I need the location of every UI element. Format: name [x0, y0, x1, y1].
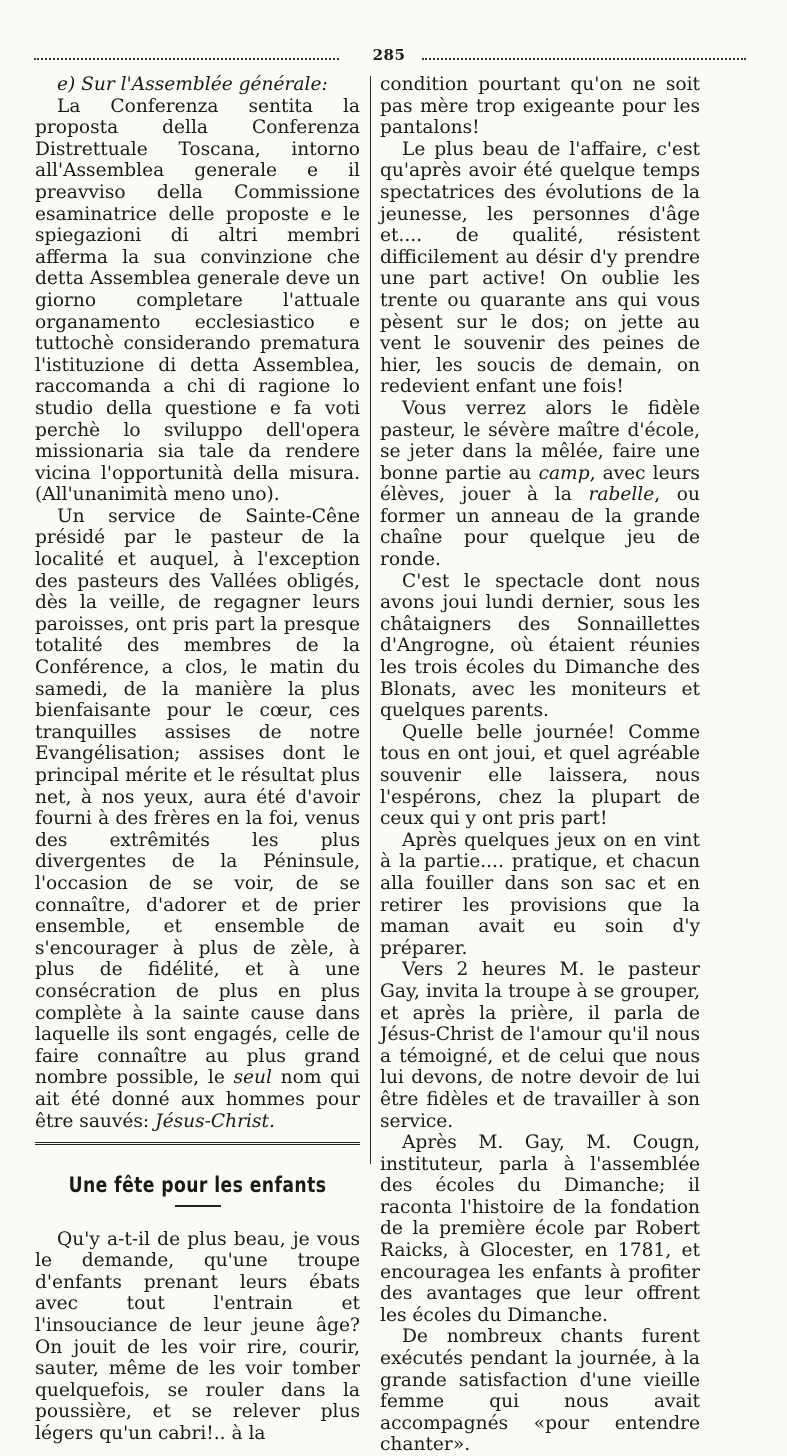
paragraph-jeux: Après quelques jeux on en vint à la partie.... pratique, et chacun alla fouiller dans son sac et en retirer les provisions que la maman avait eu soin d'y préparer. — [380, 829, 700, 959]
paragraph-text: nom qui ait été donné aux hommes pour être sauvés: — [35, 1067, 360, 1132]
page-header — [34, 44, 746, 68]
paragraph-chants: De nombreux chants furent exécutés pendant la journée, à la grande satisfaction d'une vieille femme qui nous avait accompagnés «pour entendre chanter». — [380, 1326, 700, 1456]
paragraph-cougn: Après M. Gay, M. Cougn, instituteur, parla à l'assemblée des écoles du Dimanche; il raconta l'histoire de la fondation de la première école par Robert Raicks, à Glocester, en 1781, et encouragea les enfants à profiter des avantages que leur offrent les écoles du Dimanche. — [380, 1132, 700, 1326]
subheading-assemblee: e) Sur l'Assemblée générale: — [57, 74, 328, 95]
paragraph-condition: condition pourtant qu'on ne soit pas mère trop exigeante pour les pantalons! — [380, 74, 700, 139]
paragraph-text: , ou former un anneau de la grande chaîne pour quelque jeu de ronde. — [380, 484, 700, 571]
emphasis-camp: camp — [538, 462, 590, 484]
page-number: 285 — [372, 46, 406, 64]
paragraph-spectacle: C'est le spectacle dont nous avons joui lundi dernier, sous les châtaigners des Sonnaillettes d'Angrogne, où étaient réunies les trois écoles du Dimanche des Blonats, avec les moniteurs et quelques parents. — [380, 570, 700, 722]
section-divider — [35, 1142, 360, 1145]
paragraph-gay: Vers 2 heures M. le pasteur Gay, invita la troupe à se grouper, et après la prière, il parla de Jésus-Christ de l'amour qu'il nous a témoigné, et de celui que nous lui devons, de notre devoir de lui être fidèles et de travailler à son service. — [380, 959, 700, 1132]
paragraph-conferenza: La Conferenza sentita la proposta della Conferenza Distrettuale Toscana, intorno all'Assemblea generale e il preavviso della Commissione esaminatrice delle proposte e le spiegazioni di altri membri afferma la sua convinzione che detta Assemblea generale deve un giorno completare l'attuale organamento ecclesiastico e tuttochè considerando prematura l'istituzione di detta Assemblea, raccomanda a chi di ragione lo studio della questione e fa voti perchè lo sviluppo dell'opera missionaria sia tale da rendere vicina l'opportunità della misura. (All'unanimità meno uno). — [35, 95, 360, 506]
emphasis-jesus-christ: Jésus-Christ. — [155, 1110, 275, 1132]
right-column — [380, 74, 700, 1456]
paragraph-belle-journee: Quelle belle journée! Comme tous en ont joui, et quel agréable souvenir elle laissera, nous l'espérons, chez la plupart de ceux qui y ont pris part! — [380, 721, 700, 830]
paragraph-text: Un service de Sainte-Cêne présidé par le pasteur de la localité et auquel, à l'exception des pasteurs des Vallées obligés, dès la veille, de regagner leurs paroisses, ont pris part la presque totalité des membres de la Conférence, a clos, le matin du samedi, de la manière la plus bienfaisante pour le cœur, ces tranquilles assises de notre Evangélisation; assises dont le principal mérite et le résultat plus net, à nos yeux, aura été d'avoir fourni à des frères en la foi, venus des extrêmités les plus divergentes de la Péninsule, l'occasion de se voir, de se connaître, d'adorer et de prier ensemble, et ensemble de s'encourager à plus de zèle, à plus de fidélité, et à une consécration de plus en plus complète à la sainte cause dans laquelle ils sont engagés, celle de faire connaître au plus grand nombre possible, le — [35, 505, 360, 1089]
header-rule-right — [422, 58, 746, 60]
title-dash — [175, 1205, 221, 1207]
paragraph-enfants-intro: Qu'y a-t-il de plus beau, je vous le demande, qu'une troupe d'enfants prenant leurs ébats avec tout l'entrain et l'insouciance de leur jeune âge? On jouit de les voir rire, courir, sauter, même de les voir tomber quelquefois, se rouler dans la poussière, et se relever plus légers qu'un cabri!.. à la — [35, 1228, 360, 1445]
paragraph-text: Vous verrez alors le fidèle pasteur, le sévère maître d'école, se jeter dans la mêlée, faire une bonne partie au — [380, 397, 700, 484]
paragraph-sainte-cene — [35, 506, 360, 1132]
header-rule-left — [34, 58, 339, 60]
column-divider — [370, 76, 371, 1164]
paragraph-plus-beau: Le plus beau de l'affaire, c'est qu'après avoir été quelque temps spectatrices des évolutions de la jeunesse, les personnes d'âge et.... de qualité, résistent difficilement au désir d'y prendre une part active! On oublie les trente ou quarante ans qui vous pèsent sur le dos; on jette au vent le souvenir des peines de hier, les soucis de demain, on redevient enfant une fois! — [380, 138, 700, 398]
paragraph-pasteur — [380, 398, 700, 571]
emphasis-seul: seul — [233, 1067, 272, 1089]
paragraph-text: , avec leurs élèves, jouer à la — [380, 462, 700, 506]
emphasis-rabelle: rabelle — [588, 484, 655, 506]
section-title: Une fête pour les enfants — [68, 1173, 327, 1198]
left-column — [35, 74, 360, 1445]
